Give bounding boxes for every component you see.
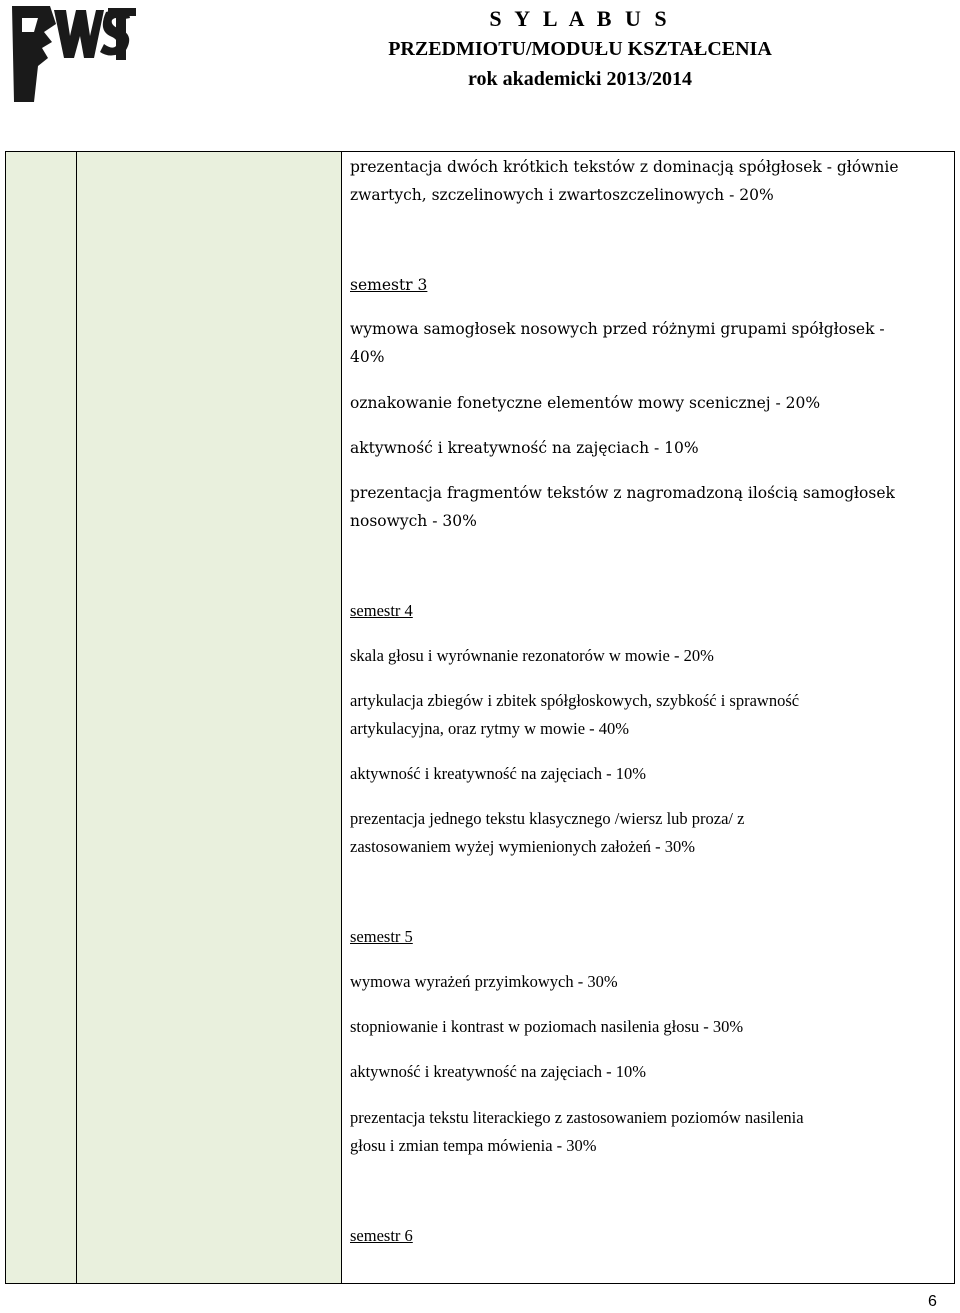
content-line: oznakowanie fonetyczne elementów mowy scenicznej - 20% [350, 394, 821, 412]
content-line: nosowych - 30% [350, 512, 477, 530]
content-line: wymowa samogłosek nosowych przed różnymi grupami spółgłosek - [350, 320, 885, 338]
semester-heading: semestr 6 [350, 1226, 413, 1245]
content-line: prezentacja tekstu literackiego z zastosowaniem poziomów nasilenia [350, 1108, 804, 1127]
page-number: 6 [928, 1293, 937, 1310]
content-line: zastosowaniem wyżej wymienionych założeń - 30% [350, 837, 696, 856]
content-line: prezentacja fragmentów tekstów z nagromadzoną ilością samogłosek [350, 484, 895, 502]
pwst-logo [8, 2, 136, 106]
content-line: głosu i zmian tempa mówienia - 30% [350, 1136, 597, 1155]
content-line: prezentacja jednego tekstu klasycznego /wiersz lub proza/ z [350, 809, 745, 828]
academic-year: rok akademicki 2013/2014 [467, 68, 693, 90]
document-title: S Y L A B U S [489, 6, 671, 31]
semester-heading: semestr 5 [350, 927, 413, 946]
content-line: aktywność i kreatywność na zajęciach - 10% [350, 439, 699, 457]
content-line: 40% [350, 348, 385, 366]
document-subtitle: PRZEDMIOTU/MODUŁU KSZTAŁCENIA [388, 38, 772, 60]
content-line: artykulacyjna, oraz rytmy w mowie - 40% [350, 719, 630, 738]
table-column-1 [6, 152, 77, 1283]
content-line: skala głosu i wyrównanie rezonatorów w mowie - 20% [350, 646, 714, 665]
content-line: stopniowanie i kontrast w poziomach nasilenia głosu - 30% [350, 1017, 744, 1036]
semester-heading: semestr 4 [350, 601, 413, 620]
content-line: zwartych, szczelinowych i zwartoszczelinowych - 20% [350, 186, 774, 204]
content-line: aktywność i kreatywność na zajęciach - 10% [350, 1062, 646, 1081]
content-line: artykulacja zbiegów i zbitek spółgłoskowych, szybkość i sprawność [350, 691, 800, 710]
content-line: aktywność i kreatywność na zajęciach - 10% [350, 764, 646, 783]
content-line: prezentacja dwóch krótkich tekstów z dominacją spółgłosek - głównie [350, 158, 899, 176]
semester-heading: semestr 3 [350, 276, 428, 294]
table-column-2 [77, 152, 342, 1283]
content-line: wymowa wyrażeń przyimkowych - 30% [350, 972, 618, 991]
